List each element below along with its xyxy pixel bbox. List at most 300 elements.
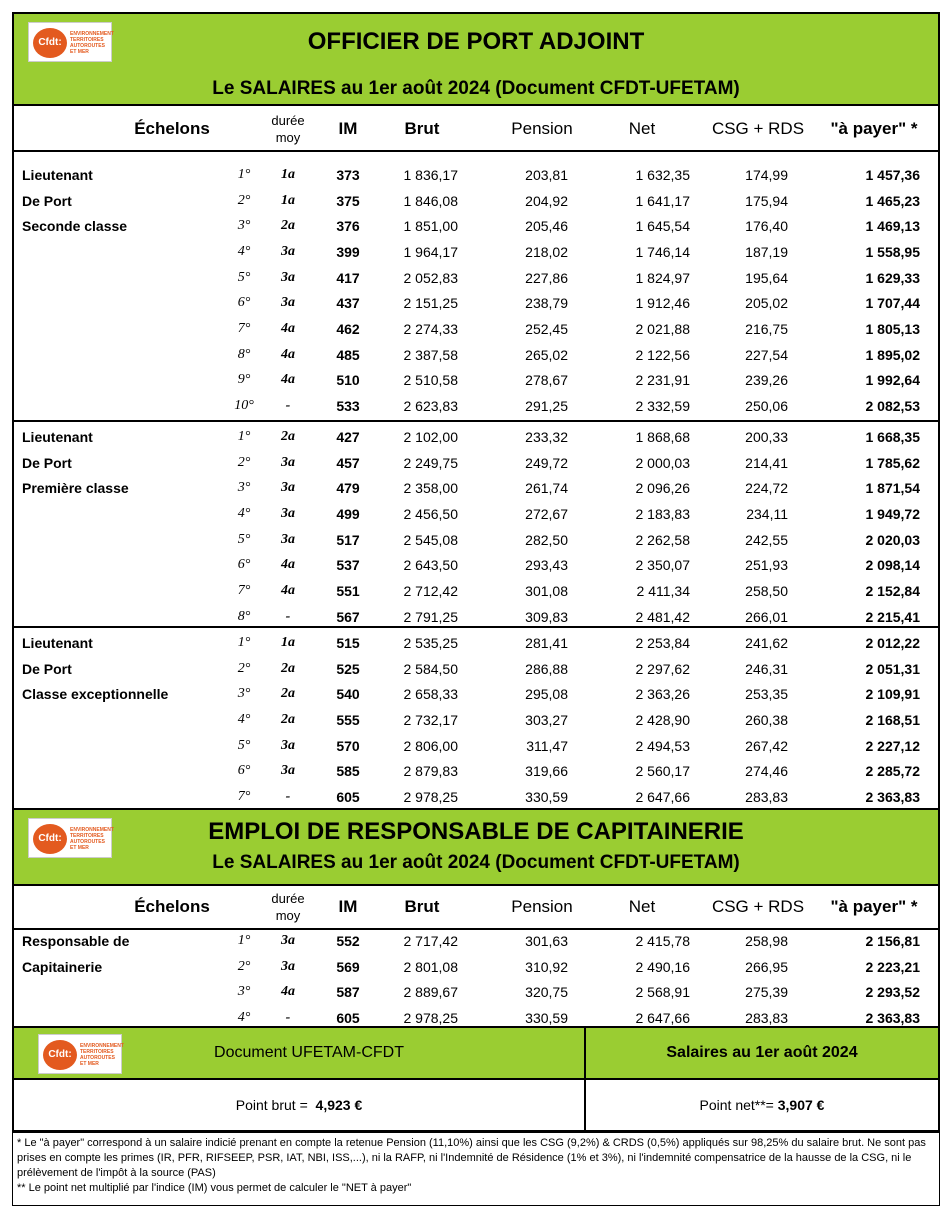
section1-subtitle: Le SALAIRES au 1er août 2024 (Document CFDT-UFETAM) (212, 78, 740, 99)
table-row (12, 630, 940, 656)
cell-im: 462 (336, 321, 360, 338)
cell-net: 2 647,66 (635, 789, 690, 806)
cell-echelon: 3° (237, 218, 251, 234)
cell-net: 1 746,14 (635, 243, 690, 260)
cell-brut: 2 791,25 (403, 608, 458, 625)
table-row (12, 681, 940, 707)
cell-duree: - (285, 398, 291, 414)
cell-echelon: 5° (237, 531, 251, 547)
table-row (12, 553, 940, 579)
logo-badge: Cfdt: (33, 28, 67, 58)
table-row (12, 393, 940, 419)
footnote-1: * Le "à payer" correspond à un salaire indicié prenant en compte la retenue Pension (11,10%) ainsi que les CSG (9,2%) & CRDS (0,5%) appliqués sur 98,25% du salaire brut. Ne sont pas prises en compte les primes (IR, PFR, RIFSEEP, PSR, IAT, NBI, ISS,...), ni la RAFP, ni l'Indemnité de Résidence (1% et 3%), ni l'indemnité compensatrice de la hausse de la CSG, ni le prélèvement de l'impôt à la source (PAS) (17, 1137, 926, 1179)
cell-csg-rds: 258,98 (745, 932, 788, 949)
cell-duree: 1a (281, 166, 295, 182)
cell-im: 510 (336, 372, 360, 389)
grade-label: Capitainerie (22, 958, 103, 975)
table-row (12, 656, 940, 682)
grade-label: Première classe (22, 480, 129, 497)
cell-pension: 261,74 (525, 480, 568, 497)
cell-net: 2 231,91 (635, 372, 690, 389)
col-payer: "à payer" * (830, 897, 918, 916)
cell-net: 2 253,84 (635, 634, 690, 651)
cell-echelon: 6° (237, 295, 251, 311)
cell-a-payer: 1 895,02 (865, 346, 920, 363)
cell-net: 2 021,88 (635, 321, 690, 338)
point-brut-value: 4,923 € (315, 1097, 363, 1113)
footer-doc: Document UFETAM-CFDT (214, 1044, 404, 1061)
cell-csg-rds: 200,33 (745, 428, 788, 445)
section2-title: EMPLOI DE RESPONSABLE DE CAPITAINERIE (208, 818, 744, 845)
cell-csg-rds: 246,31 (745, 660, 788, 677)
point-net-label: Point net**= (699, 1097, 774, 1113)
cell-net: 2 647,66 (635, 1009, 690, 1026)
cell-a-payer: 2 227,12 (865, 737, 920, 754)
cell-a-payer: 2 098,14 (865, 557, 920, 574)
section2-subtitle: Le SALAIRES au 1er août 2024 (Document CFDT-UFETAM) (212, 852, 740, 873)
cell-duree: 3a (281, 480, 295, 496)
cell-csg-rds: 258,50 (745, 583, 788, 600)
cell-a-payer: 2 051,31 (865, 660, 920, 677)
cell-im: 605 (336, 789, 360, 806)
cell-brut: 2 978,25 (403, 1009, 458, 1026)
cell-csg-rds: 195,64 (745, 269, 788, 286)
cell-brut: 2 249,75 (403, 454, 458, 471)
table-row (12, 578, 940, 604)
table-row (12, 928, 940, 954)
col-pension: Pension (511, 897, 573, 916)
cell-echelon: 7° (237, 321, 251, 337)
cell-brut: 2 584,50 (403, 660, 458, 677)
cell-pension: 301,08 (525, 583, 568, 600)
cell-im: 515 (336, 634, 360, 651)
grade-label: Classe exceptionnelle (22, 686, 169, 703)
cell-a-payer: 2 223,21 (865, 958, 920, 975)
section2-header (12, 808, 940, 886)
cell-duree: 3a (281, 454, 295, 470)
cell-pension: 265,02 (525, 346, 568, 363)
cell-brut: 2 879,83 (403, 763, 458, 780)
cell-pension: 330,59 (525, 1009, 568, 1026)
cell-duree: - (285, 1009, 291, 1025)
cell-pension: 238,79 (525, 295, 568, 312)
point-brut-cell (12, 1078, 586, 1132)
cell-duree: 4a (281, 984, 295, 1000)
cell-echelon: 1° (237, 166, 251, 182)
col-payer: "à payer" * (830, 119, 918, 138)
cell-csg-rds: 214,41 (745, 454, 788, 471)
cell-brut: 2 732,17 (403, 711, 458, 728)
cell-a-payer: 2 285,72 (865, 763, 920, 780)
col-csg: CSG + RDS (711, 897, 805, 916)
cell-echelon: 10° (234, 398, 254, 414)
cell-duree: 2a (281, 711, 295, 727)
cell-im: 570 (336, 737, 360, 754)
cell-net: 2 428,90 (635, 711, 690, 728)
cell-a-payer: 1 992,64 (865, 372, 920, 389)
cell-pension: 301,63 (525, 932, 568, 949)
cell-csg-rds: 266,01 (745, 608, 788, 625)
table-row (12, 213, 940, 239)
cell-im: 417 (336, 269, 360, 286)
cell-echelon: 2° (237, 660, 251, 676)
group-divider (12, 626, 940, 628)
group-divider (12, 420, 940, 422)
column-header (12, 884, 940, 930)
cell-duree: 2a (281, 686, 295, 702)
cell-csg-rds: 227,54 (745, 346, 788, 363)
cell-csg-rds: 175,94 (745, 192, 788, 209)
grade-label: De Port (22, 192, 72, 209)
col-brut: Brut (404, 119, 440, 138)
cell-pension: 309,83 (525, 608, 568, 625)
cell-echelon: 4° (237, 711, 251, 727)
cell-csg-rds: 176,40 (745, 218, 788, 235)
table-row (12, 784, 940, 810)
table-row (12, 316, 940, 342)
table-row (12, 239, 940, 265)
table-row (12, 450, 940, 476)
cell-duree: - (285, 608, 291, 624)
cell-pension: 320,75 (525, 984, 568, 1001)
cell-im: 457 (336, 454, 360, 471)
point-net-value: 3,907 € (777, 1097, 825, 1113)
cell-brut: 1 964,17 (403, 243, 458, 260)
col-echelons: Échelons (134, 119, 210, 138)
cell-pension: 278,67 (525, 372, 568, 389)
cell-a-payer: 2 363,83 (865, 1009, 920, 1026)
cell-duree: 3a (281, 737, 295, 753)
cell-brut: 2 545,08 (403, 531, 458, 548)
cell-brut: 2 643,50 (403, 557, 458, 574)
cell-brut: 2 889,67 (403, 984, 458, 1001)
cell-a-payer: 2 082,53 (865, 398, 920, 415)
footnote-2: ** Le point net multiplié par l'indice (IM) vous permet de calculer le "NET à payer" (17, 1182, 412, 1194)
cell-echelon: 4° (237, 243, 251, 259)
cell-a-payer: 2 020,03 (865, 531, 920, 548)
cell-net: 1 868,68 (635, 428, 690, 445)
cell-a-payer: 1 465,23 (865, 192, 920, 209)
cell-a-payer: 1 707,44 (865, 295, 920, 312)
cell-brut: 2 712,42 (403, 583, 458, 600)
cell-im: 569 (336, 958, 360, 975)
cell-echelon: 5° (237, 737, 251, 753)
footer-doc-cell (12, 1026, 586, 1080)
grade-label: Lieutenant (22, 166, 93, 183)
cell-im: 437 (336, 295, 360, 312)
logo-badge: Cfdt: (43, 1040, 77, 1070)
cell-echelon: 4° (237, 505, 251, 521)
cell-pension: 310,92 (525, 958, 568, 975)
table-row (12, 759, 940, 785)
cell-net: 2 494,53 (635, 737, 690, 754)
cell-net: 2 490,16 (635, 958, 690, 975)
cell-pension: 281,41 (525, 634, 568, 651)
col-im: IM (338, 119, 358, 138)
table-row (12, 501, 940, 527)
table-row (12, 265, 940, 291)
cell-a-payer: 1 949,72 (865, 505, 920, 522)
cell-echelon: 7° (237, 789, 251, 805)
cell-net: 1 912,46 (635, 295, 690, 312)
cell-im: 427 (336, 428, 360, 445)
cell-net: 2 481,42 (635, 608, 690, 625)
cell-brut: 1 851,00 (403, 218, 458, 235)
cell-duree: 2a (281, 218, 295, 234)
cell-duree: 4a (281, 321, 295, 337)
logo-text: ENVIRONNEMENT TERRITOIRES AUTOROUTES ET MER (80, 1043, 124, 1067)
cell-im: 587 (336, 984, 360, 1001)
cell-net: 2 560,17 (635, 763, 690, 780)
cell-duree: 1a (281, 192, 295, 208)
cell-net: 2 332,59 (635, 398, 690, 415)
cell-net: 2 262,58 (635, 531, 690, 548)
cell-pension: 252,45 (525, 321, 568, 338)
cell-duree: 3a (281, 269, 295, 285)
cell-pension: 303,27 (525, 711, 568, 728)
cell-im: 551 (336, 583, 360, 600)
cell-echelon: 1° (237, 634, 251, 650)
cell-im: 485 (336, 346, 360, 363)
cell-csg-rds: 260,38 (745, 711, 788, 728)
cell-pension: 319,66 (525, 763, 568, 780)
cell-echelon: 5° (237, 269, 251, 285)
footer-salaires-cell (584, 1026, 940, 1080)
cell-brut: 2 102,00 (403, 428, 458, 445)
cell-echelon: 3° (237, 686, 251, 702)
cell-im: 555 (336, 711, 360, 728)
cell-im: 479 (336, 480, 360, 497)
table-row (12, 291, 940, 317)
cell-duree: - (285, 789, 291, 805)
cell-csg-rds: 239,26 (745, 372, 788, 389)
grade-label: Lieutenant (22, 428, 93, 445)
cell-csg-rds: 275,39 (745, 984, 788, 1001)
cell-a-payer: 1 871,54 (865, 480, 920, 497)
cell-net: 1 641,17 (635, 192, 690, 209)
cell-echelon: 2° (237, 958, 251, 974)
cell-pension: 204,92 (525, 192, 568, 209)
cell-csg-rds: 250,06 (745, 398, 788, 415)
col-csg: CSG + RDS (711, 119, 805, 138)
cell-csg-rds: 242,55 (745, 531, 788, 548)
cell-pension: 249,72 (525, 454, 568, 471)
col-pension: Pension (511, 119, 573, 138)
grade-label: De Port (22, 454, 72, 471)
cell-a-payer: 2 109,91 (865, 686, 920, 703)
cell-im: 499 (336, 505, 360, 522)
table-row (12, 424, 940, 450)
cell-echelon: 6° (237, 557, 251, 573)
cell-echelon: 2° (237, 454, 251, 470)
cell-brut: 2 387,58 (403, 346, 458, 363)
cell-pension: 291,25 (525, 398, 568, 415)
cell-a-payer: 2 168,51 (865, 711, 920, 728)
footer-salaires: Salaires au 1er août 2024 (666, 1044, 858, 1061)
cell-im: 605 (336, 1009, 360, 1026)
section1-title: OFFICIER DE PORT ADJOINT (307, 28, 645, 55)
table-row (12, 954, 940, 980)
cell-brut: 2 806,00 (403, 737, 458, 754)
cell-a-payer: 2 293,52 (865, 984, 920, 1001)
cell-a-payer: 1 805,13 (865, 321, 920, 338)
cell-net: 2 363,26 (635, 686, 690, 703)
cell-net: 2 411,34 (636, 583, 690, 600)
grade-label: Responsable de (22, 932, 130, 949)
cell-net: 2 096,26 (635, 480, 690, 497)
table-row (12, 527, 940, 553)
footnotes (12, 1132, 940, 1206)
cell-echelon: 3° (237, 480, 251, 496)
cell-pension: 295,08 (525, 686, 568, 703)
cell-pension: 330,59 (525, 789, 568, 806)
cell-net: 1 632,35 (635, 166, 690, 183)
cell-net: 1 824,97 (635, 269, 690, 286)
cell-duree: 3a (281, 763, 295, 779)
cell-net: 1 645,54 (635, 218, 690, 235)
cell-a-payer: 1 469,13 (865, 218, 920, 235)
table-row (12, 733, 940, 759)
table-row (12, 342, 940, 368)
col-duree: durée moy (271, 113, 305, 145)
cell-csg-rds: 216,75 (745, 321, 788, 338)
cell-a-payer: 1 785,62 (865, 454, 920, 471)
cfdt-logo (38, 1034, 122, 1074)
cell-net: 2 297,62 (635, 660, 690, 677)
cell-echelon: 3° (237, 984, 251, 1000)
cell-im: 373 (336, 166, 360, 183)
cell-a-payer: 2 215,41 (865, 608, 920, 625)
cell-csg-rds: 241,62 (745, 634, 788, 651)
cell-brut: 2 510,58 (403, 372, 458, 389)
cell-pension: 205,46 (525, 218, 568, 235)
cell-brut: 1 846,08 (403, 192, 458, 209)
cell-net: 2 415,78 (635, 932, 690, 949)
cell-a-payer: 2 152,84 (865, 583, 920, 600)
cell-pension: 282,50 (525, 531, 568, 548)
cell-duree: 1a (281, 634, 295, 650)
table-row (12, 368, 940, 394)
cell-csg-rds: 224,72 (745, 480, 788, 497)
cell-echelon: 1° (237, 428, 251, 444)
column-header (12, 106, 940, 152)
cell-brut: 2 623,83 (403, 398, 458, 415)
cell-pension: 286,88 (525, 660, 568, 677)
section1-header (12, 12, 940, 106)
cell-brut: 2 717,42 (403, 932, 458, 949)
grade-label: De Port (22, 660, 72, 677)
cell-brut: 1 836,17 (403, 166, 458, 183)
cell-duree: 3a (281, 243, 295, 259)
grade-label: Seconde classe (22, 218, 128, 235)
cell-pension: 218,02 (525, 243, 568, 260)
cell-im: 376 (336, 218, 360, 235)
cell-a-payer: 2 363,83 (865, 789, 920, 806)
cell-brut: 2 456,50 (403, 505, 458, 522)
cell-pension: 203,81 (525, 166, 568, 183)
cell-duree: 3a (281, 932, 295, 948)
cell-pension: 272,67 (525, 505, 568, 522)
cell-csg-rds: 283,83 (745, 789, 788, 806)
cell-duree: 3a (281, 505, 295, 521)
point-net-cell (584, 1078, 940, 1132)
cell-brut: 2 658,33 (403, 686, 458, 703)
logo-badge: Cfdt: (33, 824, 67, 854)
cell-csg-rds: 267,42 (745, 737, 788, 754)
cell-echelon: 9° (237, 372, 251, 388)
col-net: Net (628, 119, 656, 138)
cell-duree: 3a (281, 531, 295, 547)
cell-net: 2 350,07 (635, 557, 690, 574)
cell-echelon: 1° (237, 932, 251, 948)
cell-duree: 4a (281, 372, 295, 388)
cell-brut: 2 358,00 (403, 480, 458, 497)
cell-echelon: 7° (237, 583, 251, 599)
cell-echelon: 4° (237, 1009, 251, 1025)
cell-im: 585 (336, 763, 360, 780)
cell-duree: 3a (281, 958, 295, 974)
cell-a-payer: 2 156,81 (865, 932, 920, 949)
point-brut-label: Point brut = (235, 1097, 308, 1113)
cell-csg-rds: 205,02 (745, 295, 788, 312)
table-row (12, 475, 940, 501)
cell-pension: 227,86 (525, 269, 568, 286)
table-row (12, 162, 940, 188)
cell-brut: 2 535,25 (403, 634, 458, 651)
cell-brut: 2 151,25 (403, 295, 458, 312)
cell-a-payer: 1 629,33 (865, 269, 920, 286)
cell-brut: 2 801,08 (403, 958, 458, 975)
col-brut: Brut (404, 897, 440, 916)
cell-csg-rds: 283,83 (745, 1009, 788, 1026)
grade-label: Lieutenant (22, 634, 93, 651)
cell-a-payer: 1 668,35 (865, 428, 920, 445)
cell-pension: 311,47 (526, 737, 568, 754)
cell-pension: 293,43 (525, 557, 568, 574)
col-im: IM (338, 897, 358, 916)
cell-duree: 3a (281, 295, 295, 311)
cell-echelon: 2° (237, 192, 251, 208)
cell-duree: 2a (281, 428, 295, 444)
cell-pension: 233,32 (525, 428, 568, 445)
cell-net: 2 183,83 (635, 505, 690, 522)
cell-brut: 2 274,33 (403, 321, 458, 338)
cell-csg-rds: 187,19 (745, 243, 788, 260)
cell-a-payer: 1 558,95 (865, 243, 920, 260)
cell-brut: 2 978,25 (403, 789, 458, 806)
cell-im: 533 (336, 398, 360, 415)
cell-im: 375 (336, 192, 360, 209)
cell-csg-rds: 251,93 (745, 557, 788, 574)
col-duree: durée moy (271, 891, 305, 923)
cell-im: 399 (336, 243, 360, 260)
cell-im: 537 (336, 557, 360, 574)
cell-im: 567 (336, 608, 360, 625)
col-net: Net (628, 897, 656, 916)
cell-csg-rds: 266,95 (745, 958, 788, 975)
cell-im: 552 (336, 932, 360, 949)
table-row (12, 188, 940, 214)
col-echelons: Échelons (134, 897, 210, 916)
cell-a-payer: 1 457,36 (865, 166, 920, 183)
cell-im: 540 (336, 686, 360, 703)
cell-csg-rds: 274,46 (745, 763, 788, 780)
logo-text: ENVIRONNEMENT TERRITOIRES AUTOROUTES ET MER (70, 827, 114, 851)
cell-net: 2 568,91 (635, 984, 690, 1001)
cell-duree: 4a (281, 346, 295, 362)
cell-csg-rds: 174,99 (745, 166, 788, 183)
cell-echelon: 8° (237, 608, 251, 624)
